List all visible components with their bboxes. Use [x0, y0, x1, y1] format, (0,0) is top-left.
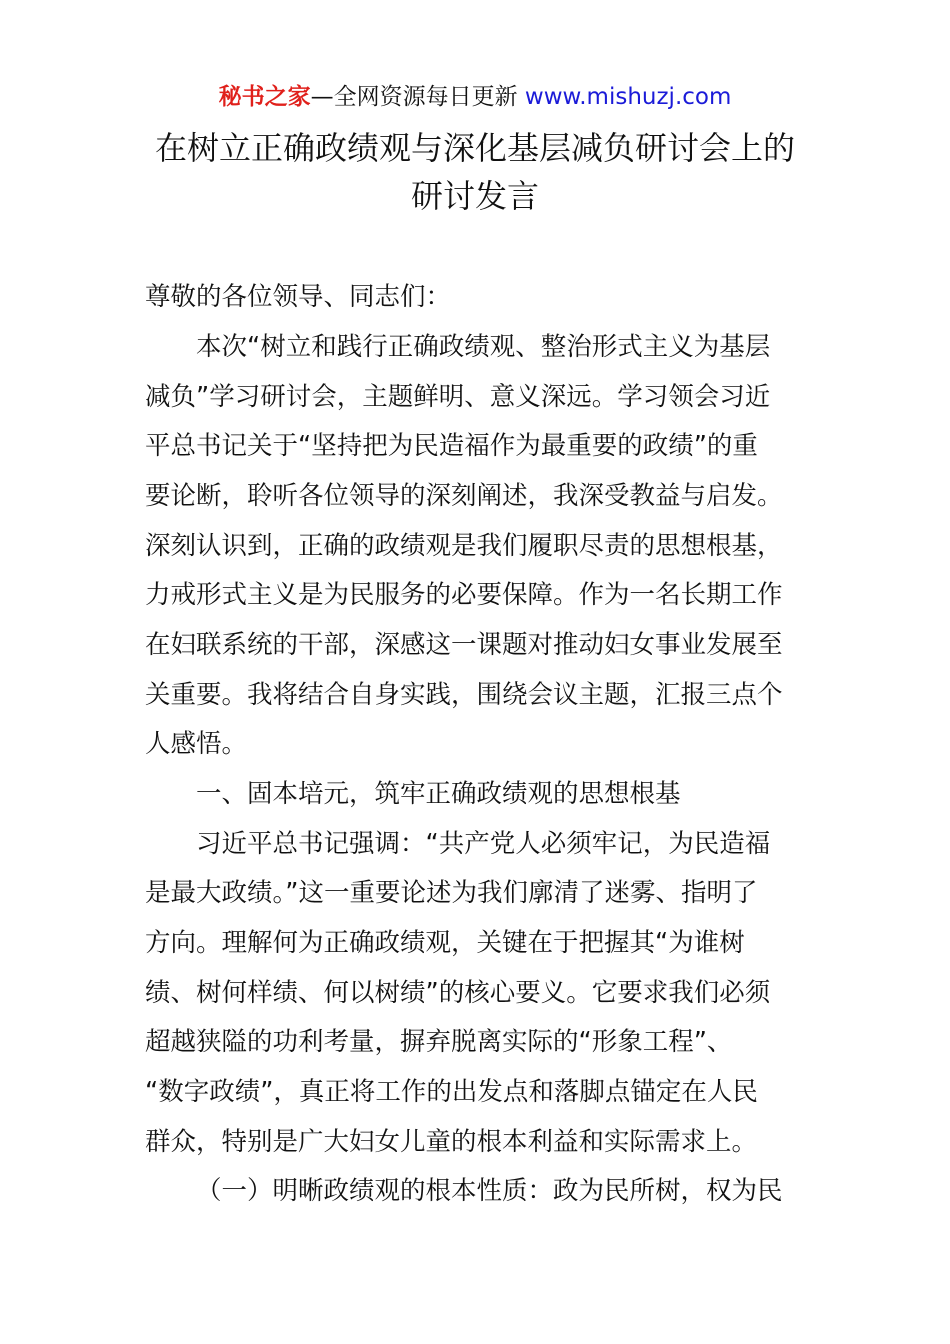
- body-line: 关重要。我将结合自身实践，围绕会议主题，汇报三点个: [145, 680, 783, 710]
- brand-name: 秘书之家: [218, 84, 311, 110]
- document-title-line-2: 研讨发言: [410, 177, 539, 215]
- site-banner: [0, 80, 950, 114]
- body-line: “数字政绩”，真正将工作的出发点和落脚点锚定在人民: [145, 1077, 758, 1107]
- body-line: 本次“树立和践行正确政绩观、整治形式主义为基层: [196, 332, 771, 362]
- body-line: 超越狭隘的功利考量，摒弃脱离实际的“形象工程”、: [145, 1027, 733, 1057]
- body-line: 群众，特别是广大妇女儿童的根本利益和实际需求上。: [145, 1127, 758, 1157]
- site-url-link[interactable]: www.mishuzj.com: [524, 84, 732, 110]
- body-line: 力戒形式主义是为民服务的必要保障。作为一名长期工作: [145, 580, 783, 610]
- body-line: 是最大政绩。”这一重要论述为我们廓清了迷雾、指明了: [145, 878, 758, 908]
- body-line: 在妇联系统的干部，深感这一课题对推动妇女事业发展至: [145, 630, 783, 660]
- body-line: 人感悟。: [145, 729, 248, 759]
- body-line: 绩、树何样绩、何以树绩”的核心要义。它要求我们必须: [145, 978, 771, 1008]
- document-title-line-1: 在树立正确政绩观与深化基层减负研讨会上的: [154, 129, 795, 167]
- salutation: 尊敬的各位领导、同志们：: [145, 282, 452, 312]
- body-line: 要论断，聆听各位领导的深刻阐述，我深受教益与启发。: [145, 481, 783, 511]
- body-line: 平总书记关于“坚持把为民造福作为最重要的政绩”的重: [145, 431, 758, 461]
- subsection-heading: （一）明晰政绩观的根本性质：政为民所树，权为民: [196, 1176, 783, 1206]
- body-line: 方向。理解何为正确政绩观，关键在于把握其“为谁树: [145, 928, 745, 958]
- body-line: 习近平总书记强调：“共产党人必须牢记，为民造福: [196, 829, 771, 859]
- body-line: 减负”学习研讨会，主题鲜明、意义深远。学习领会习近: [145, 382, 771, 412]
- banner-tagline: —全网资源每日更新: [310, 84, 525, 110]
- body-line: 深刻认识到，正确的政绩观是我们履职尽责的思想根基，: [145, 531, 783, 561]
- section-heading: 一、固本培元，筑牢正确政绩观的思想根基: [196, 779, 681, 809]
